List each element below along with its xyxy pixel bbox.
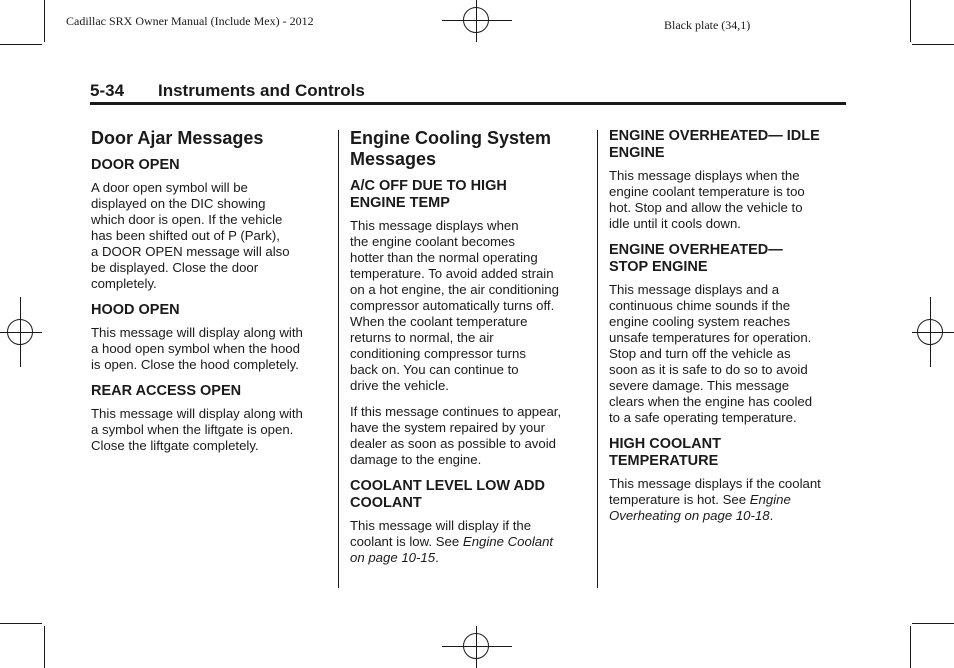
crop-mark	[0, 623, 42, 624]
subsection-heading: ENGINE OVERHEATED— STOP ENGINE	[609, 242, 783, 275]
body-paragraph: This message displays and a continuous chime sounds if the engine cooling system reaches unsafe temperatures for operation. Stop and turn off the vehicle as soon as it is safe to do so to avoid severe damage. This message clears when the engine has cooled to a safe operating temperature.	[609, 282, 813, 425]
body-paragraph: This message will display along with a symbol when the liftgate is open. Close the liftgate completely.	[91, 406, 303, 453]
section-title: Door Ajar Messages	[91, 128, 264, 148]
body-text: This message displays if the coolant temperature is hot. See	[609, 476, 821, 507]
body-paragraph: This message will display along with a hood open symbol when the hood is open. Close the hood completely.	[91, 325, 303, 372]
column-engine-cooling	[350, 128, 588, 576]
column-engine-overheated	[609, 128, 847, 534]
crop-mark	[44, 0, 45, 42]
body-paragraph	[609, 476, 847, 524]
subsection-heading: REAR ACCESS OPEN	[91, 383, 242, 399]
subsection-heading: HIGH COOLANT TEMPERATURE	[609, 436, 721, 469]
body-paragraph: A door open symbol will be displayed on the DIC showing which door is open. If the vehicle has been shifted out of P (Park), a DOOR OPEN message will also be displayed. Close the door completely.	[91, 180, 290, 291]
body-paragraph	[350, 518, 588, 566]
page-number: 5-34	[90, 81, 125, 100]
body-paragraph: This message displays when the engine coolant temperature is too hot. Stop and allow the vehicle to idle until it cools down.	[609, 168, 805, 231]
body-text: This message will display if the coolant is low. See	[350, 518, 532, 549]
crop-mark	[912, 623, 954, 624]
body-paragraph: This message displays when the engine coolant becomes hotter than the normal operating temperature. To avoid added strain on a hot engine, the air conditioning compressor automatically turns off. When the coolant temperature returns to normal, the air conditioning compressor turns back on. You can continue to drive the vehicle.	[350, 218, 559, 393]
page-header	[90, 82, 846, 105]
print-header-right: Black plate (34,1)	[664, 18, 751, 32]
subsection-heading: A/C OFF DUE TO HIGH ENGINE TEMP	[350, 178, 507, 211]
cross-reference-link[interactable]: Engine Coolant on page 10-15	[350, 534, 554, 565]
subsection-heading: COOLANT LEVEL LOW ADD COOLANT	[350, 478, 545, 511]
crop-mark	[910, 626, 911, 668]
subsection-heading: HOOD OPEN	[91, 302, 180, 318]
crop-mark	[910, 0, 911, 42]
column-divider	[338, 130, 339, 588]
body-text: .	[435, 550, 439, 565]
column-divider	[597, 130, 598, 588]
section-title: Engine Cooling System Messages	[350, 128, 552, 169]
cross-reference-link[interactable]: Engine Overheating on page 10-18	[609, 492, 791, 523]
crop-mark	[912, 44, 954, 45]
column-door-ajar	[91, 128, 329, 464]
crop-mark	[44, 626, 45, 668]
subsection-heading: ENGINE OVERHEATED— IDLE ENGINE	[609, 128, 820, 161]
body-paragraph: If this message continues to appear, have the system repaired by your dealer as soon as possible to avoid damage to the engine.	[350, 404, 562, 467]
print-header-left: Cadillac SRX Owner Manual (Include Mex) - 2012	[66, 14, 314, 28]
body-text: .	[769, 508, 774, 523]
subsection-heading: DOOR OPEN	[91, 157, 180, 173]
crop-mark	[0, 44, 42, 45]
chapter-title: Instruments and Controls	[158, 81, 365, 100]
